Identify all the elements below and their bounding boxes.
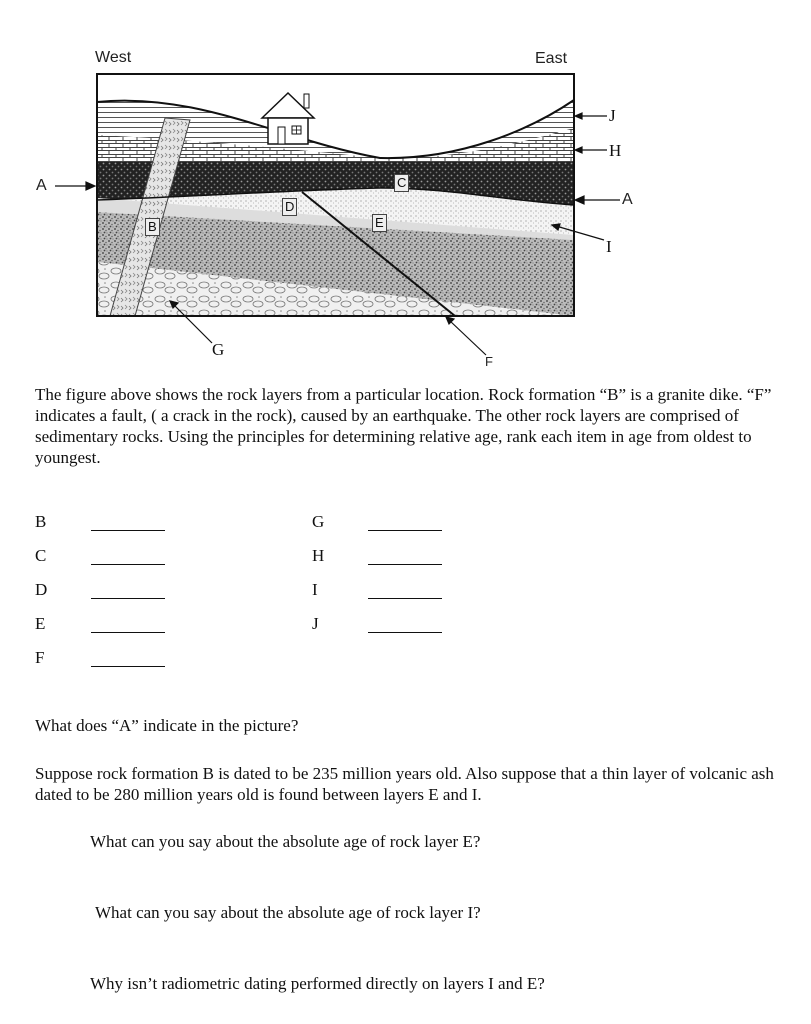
rank-label-f: F [35, 648, 45, 667]
label-a-left: A [36, 177, 47, 194]
question-a: What does “A” indicate in the picture? [35, 716, 299, 735]
rank-blank-g[interactable] [368, 530, 442, 531]
rank-label-c: C [35, 546, 47, 565]
west-label: West [95, 49, 132, 66]
box-label-c: C [394, 174, 409, 192]
label-h: H [609, 141, 622, 160]
rank-blank-f[interactable] [91, 666, 165, 667]
label-j: J [609, 106, 616, 125]
label-i: I [606, 237, 612, 256]
label-f: F [485, 354, 493, 369]
intro-paragraph: The figure above shows the rock layers from a particular location. Rock formation “B” is a granite dike. “F” indicates a fault, ( a crack in the rock), caused by an earthquake. The other rock layers are comprised of sedimentary rocks. Using the principles for determining relative age, rank each item in age from oldest to youngest. [35, 385, 772, 467]
rank-label-e: E [35, 614, 46, 633]
rank-blank-j[interactable] [368, 632, 442, 633]
label-g: G [212, 340, 225, 359]
box-label-d: D [282, 198, 297, 216]
box-label-e: E [372, 214, 387, 232]
box-label-b: B [145, 218, 160, 236]
rank-label-g: G [312, 512, 325, 531]
question-age-e: What can you say about the absolute age of rock layer E? [90, 832, 481, 851]
question-age-i: What can you say about the absolute age of rock layer I? [95, 903, 481, 922]
rank-blank-e[interactable] [91, 632, 165, 633]
arrow-f [449, 320, 486, 355]
rank-label-i: I [312, 580, 318, 599]
label-a-right: A [622, 191, 633, 208]
rank-label-h: H [312, 546, 325, 565]
east-label: East [535, 50, 568, 67]
rank-blank-c[interactable] [91, 564, 165, 565]
rank-label-j: J [312, 614, 319, 633]
rank-blank-h[interactable] [368, 564, 442, 565]
rank-blank-b[interactable] [91, 530, 165, 531]
rank-label-d: D [35, 580, 48, 599]
rank-blank-i[interactable] [368, 598, 442, 599]
rank-blank-d[interactable] [91, 598, 165, 599]
rock-layers-figure [0, 0, 811, 380]
question-scenario: Suppose rock formation B is dated to be 235 million years old. Also suppose that a thin layer of volcanic ash dated to be 280 million years old is found between layers E and I. [35, 764, 774, 804]
rank-label-b: B [35, 512, 47, 531]
question-radiometric: Why isn’t radiometric dating performed directly on layers I and E? [90, 974, 545, 993]
